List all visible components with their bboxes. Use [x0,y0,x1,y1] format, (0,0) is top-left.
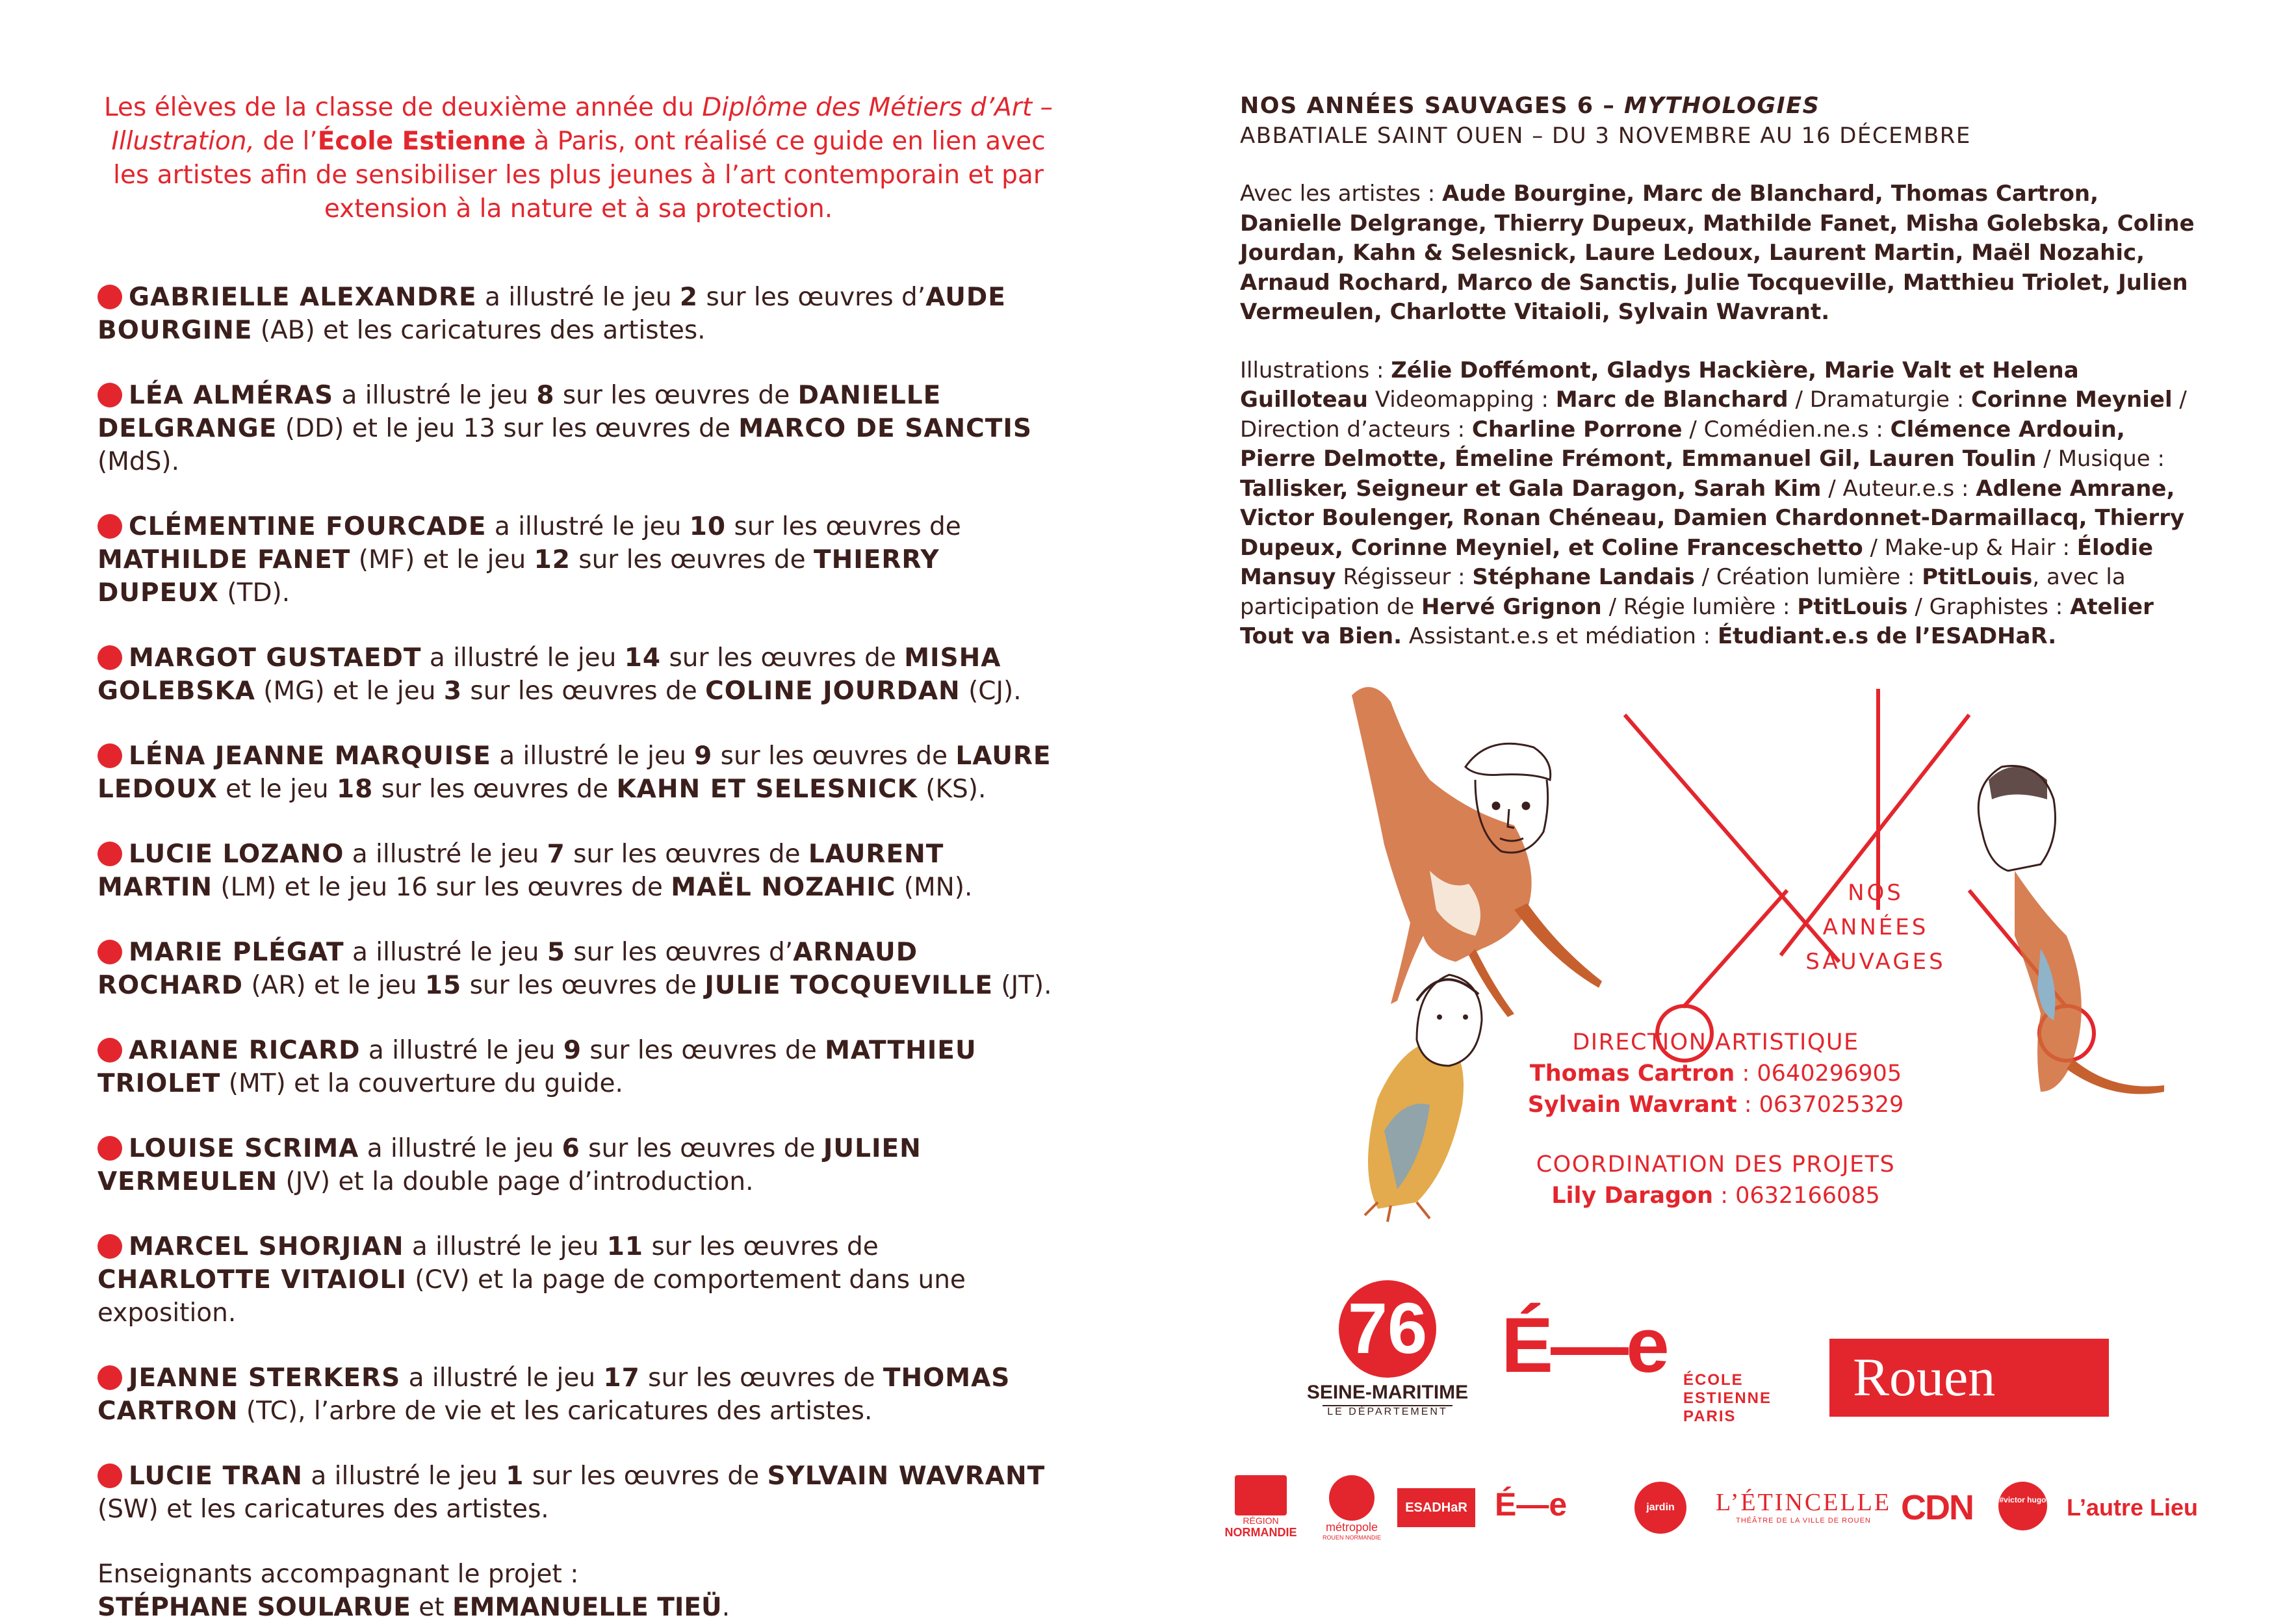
crew-name: Zélie Doffémont, Gladys Hackière, Marie Valt et Helena Guilloteau [1240,357,2079,413]
student-name: GABRIELLE ALEXANDRE [129,283,477,312]
credit-item: LUCIE LOZANO a illustré le jeu 7 sur les œuvres de LAURENT MARTIN (LM) et le jeu 16 sur les œuvres de MAËL NOZAHIC (MN). [97,840,973,902]
bullet-dot-icon [97,1234,122,1259]
student-name: MARCEL SHORJIAN [129,1232,404,1261]
crew-name: Charline Porrone [1471,416,1683,443]
student-name: LÉA ALMÉRAS [129,381,334,410]
crew-name: Stéphane Landais [1472,564,1695,590]
contact-block: DIRECTION ARTISTIQUE Thomas Cartron : 0640296905 Sylvain Wavrant : 0637025329 COORDINATION DES PROJETS Lily Daragon : 0632166085 [1462,1027,1969,1211]
crew-name: Élodie Mansuy [1240,534,2154,590]
jardin-logo: jardin [1634,1482,1686,1534]
bullet-dot-icon [97,1136,122,1161]
credit-item: LUCIE TRAN a illustré le jeu 1 sur les œuvres de SYLVAIN WAVRANT (SW) et les caricatures des artistes. [97,1462,1046,1524]
artist-name: COLINE JOURDAN [705,677,961,706]
direction-label: DIRECTION ARTISTIQUE [1572,1029,1859,1055]
autre-lieu-logo: L’autre Lieu [2067,1494,2199,1521]
coordination-label: COORDINATION DES PROJETS [1536,1152,1896,1178]
emblem-line-3: SAUVAGES [1805,949,1946,975]
crew-name: PtitLouis [1922,564,2033,590]
artist-name: CHARLOTTE VITAIOLI [97,1265,407,1295]
student-name: ARIANE RICARD [129,1036,361,1065]
metropole-logo: métropole ROUEN NORMANDIE [1313,1475,1391,1540]
left-column [97,91,1059,1624]
artist-name: JULIEN VERMEULEN [97,1134,922,1196]
teachers-label: Enseignants accompagnant le projet : [97,1560,579,1589]
crew-name: Tallisker, Seigneur et Gala Daragon, Sarah Kim [1240,475,1822,502]
ecole-estienne-small-logo: É—e [1495,1486,1568,1523]
region-normandie-logo: RÉGION NORMANDIE [1219,1475,1303,1540]
student-name: CLÉMENTINE FOURCADE [129,512,487,541]
student-name: LÉNA JEANNE MARQUISE [129,741,491,771]
exhibition-title: NOS ANNÉES SAUVAGES 6 – MYTHOLOGIES [1240,93,1820,119]
emblem-graphic [1625,689,2094,1061]
bullet-dot-icon [97,1365,122,1390]
credit-item: CLÉMENTINE FOURCADE a illustré le jeu 10 sur les œuvres de MATHILDE FANET (MF) et le jeu 12 sur les œuvres de THIERRY DUPEUX (TD). [97,512,961,608]
artist-name: ARNAUD ROCHARD [97,938,918,1000]
artist-name: JULIE TOCQUEVILLE [704,971,993,1000]
teacher-name: STÉPHANE SOULARUE [97,1593,411,1622]
credit-item: MARIE PLÉGAT a illustré le jeu 5 sur les œuvres d’ARNAUD ROCHARD (AR) et le jeu 15 sur les œuvres de JULIE TOCQUEVILLE (JT). [97,938,1052,1000]
cdn-logo: CDN [1901,1488,1973,1527]
student-name: LUCIE LOZANO [129,840,344,869]
etincelle-logo: L’ÉTINCELLE THÉÂTRE DE LA VILLE DE ROUEN [1716,1489,1892,1525]
student-name: MARGOT GUSTAEDT [129,643,422,673]
exhibition-subtitle: ABBATIALE SAINT OUEN – DU 3 NOVEMBRE AU 16 DÉCEMBRE [1240,123,1971,149]
crew-name: Adlene Amrane, Victor Boulenger, Ronan Chéneau, Damien Chardonnet-Darmaillacq, Thierry Dupeux, Corinne Meyniel, et Coline Franceschetto [1240,475,2185,561]
bullet-dot-icon [97,383,122,407]
ecole-estienne-logo: É—e ÉCOLE ESTIENNE PARIS [1501,1302,1772,1425]
fox-illustration [1352,687,1602,1017]
crew-paragraph: Illustrations : Zélie Doffémont, Gladys Hackière, Marie Valt et Helena Guilloteau Videomapping : Marc de Blanchard / Dramaturgie : Corinne Meyniel / Direction d’acteurs : Charline Porrone / Comédien.ne.s : Clémence Ardouin, Pierre Delmotte, Émeline Frémont, Emmanuel Gil, Lauren Toulin / Musique : Tallisker, Seigneur et Gala Daragon, Sarah Kim / Auteur.e.s : Adlene Amrane, Victor Boulenger, Ronan Chéneau, Damien Chardonnet-Darmaillacq, Thierry Dupeux, Corinne Meyniel, et Coline Franceschetto / Make-up & Hair : Élodie Mansuy Régisseur : Stéphane Landais / Création lumière : PtitLouis, avec la participation de Hervé Grignon / Régie lumière : PtitLouis / Graphistes : Atelier Tout va Bien. Assistant.e.s et médiation : Étudiant.e.s de l’ESADHaR. [1240,357,2187,649]
crew-name: PtitLouis [1797,593,1908,620]
credits-list [97,281,1059,1526]
artist-name: MISHA GOLEBSKA [97,643,1001,706]
bullet-dot-icon [97,940,122,964]
crew-name: Clémence Ardouin, Pierre Delmotte, Émeline Frémont, Emmanuel Gil, Lauren Toulin [1240,416,2125,472]
bullet-dot-icon [97,645,122,670]
crew-name: Étudiant.e.s de l’ESADHaR. [1717,623,2057,649]
crew-name: Corinne Meyniel [1970,387,2173,413]
student-name: LUCIE TRAN [129,1462,303,1491]
artist-name: MATTHIEU TRIOLET [97,1036,977,1098]
intro-paragraph: Les élèves de la classe de deuxième année du Diplôme des Métiers d’Art – Illustration, de l’École Estienne à Paris, ont réalisé ce guide en lien avec les artistes afin de sensibiliser les plus jeunes à l’art contemporain et par extension à la nature et à sa protection. [103,93,1053,224]
bullet-dot-icon [97,514,122,539]
artist-name: LAURENT MARTIN [97,840,944,902]
labo-victor-hugo-logo: #victor hugo [1998,1482,2047,1530]
girl-creature-illustration [1978,766,2164,1094]
emblem-line-2: ANNÉES [1822,914,1929,940]
student-name: LOUISE SCRIMA [129,1134,359,1163]
artist-name: MAËL NOZAHIC [671,873,896,902]
contact-name: Sylvain Wavrant [1527,1092,1737,1118]
artist-name: THIERRY DUPEUX [97,545,940,608]
crew-name: Hervé Grignon [1421,593,1602,620]
artist-name: THOMAS CARTRON [97,1363,1011,1426]
credit-item: GABRIELLE ALEXANDRE a illustré le jeu 2 sur les œuvres d’AUDE BOURGINE (AB) et les caricatures des artistes. [97,283,1006,345]
artist-name: MATHILDE FANET [97,545,351,574]
artist-name: SYLVAIN WAVRANT [767,1462,1046,1491]
credit-item: MARGOT GUSTAEDT a illustré le jeu 14 sur les œuvres de MISHA GOLEBSKA (MG) et le jeu 3 sur les œuvres de COLINE JOURDAN (CJ). [97,643,1022,706]
emblem-line-1: NOS [1848,880,1904,906]
artist-name: KAHN ET SELESNICK [616,775,918,804]
right-column [1240,91,2195,680]
artist-name: AUDE BOURGINE [97,283,1006,345]
artist-name: MARCO DE SANCTIS [738,414,1032,443]
bullet-dot-icon [97,285,122,309]
credit-item: MARCEL SHORJIAN a illustré le jeu 11 sur les œuvres de CHARLOTTE VITAIOLI (CV) et la page de comportement dans une exposition. [97,1232,966,1328]
crew-name: Marc de Blanchard [1555,387,1788,413]
student-name: MARIE PLÉGAT [129,938,344,967]
credit-item: ARIANE RICARD a illustré le jeu 9 sur les œuvres de MATTHIEU TRIOLET (MT) et la couverture du guide. [97,1036,977,1098]
bullet-dot-icon [97,842,122,866]
contact-name: Lily Daragon [1551,1183,1714,1209]
artists-paragraph: Avec les artistes : Aude Bourgine, Marc de Blanchard, Thomas Cartron, Danielle Delgrange, Thierry Dupeux, Mathilde Fanet, Misha Golebska, Coline Jourdan, Kahn & Selesnick, Laure Ledoux, Laurent Martin, Maël Nozahic, Arnaud Rochard, Marco de Sanctis, Julie Tocqueville, Matthieu Triolet, Julien Vermeulen, Charlotte Vitaioli, Sylvain Wavrant. [1240,181,2195,325]
crew-name: Atelier Tout va Bien. [1240,593,2154,649]
esadhar-logo: ESADHaR [1397,1488,1475,1527]
bullet-dot-icon [97,1038,122,1063]
artist-name: LAURE LEDOUX [97,741,1052,804]
credit-item: LOUISE SCRIMA a illustré le jeu 6 sur les œuvres de JULIEN VERMEULEN (JV) et la double page d’introduction. [97,1134,922,1196]
teachers-block: Enseignants accompagnant le projet : STÉPHANE SOULARUE et EMMANUELLE TIEÜ. [97,1558,1059,1624]
credit-item: LÉNA JEANNE MARQUISE a illustré le jeu 9 sur les œuvres de LAURE LEDOUX et le jeu 18 sur les œuvres de KAHN ET SELESNICK (KS). [97,741,1052,804]
artist-name: DANIELLE DELGRANGE [97,381,942,443]
credit-item: LÉA ALMÉRAS a illustré le jeu 8 sur les œuvres de DANIELLE DELGRANGE (DD) et le jeu 13 sur les œuvres de MARCO DE SANCTIS (MdS). [97,381,1032,476]
teacher-name: EMMANUELLE TIEÜ [452,1593,722,1622]
student-name: JEANNE STERKERS [129,1363,401,1393]
bullet-dot-icon [97,743,122,768]
bullet-dot-icon [97,1463,122,1488]
rouen-logo: Rouen [1829,1339,2109,1417]
credit-item: JEANNE STERKERS a illustré le jeu 17 sur les œuvres de THOMAS CARTRON (TC), l’arbre de vie et les caricatures des artistes. [97,1363,1011,1426]
seine-maritime-logo: 76 SEINE-MARITIME LE DÉPARTEMENT [1306,1280,1469,1423]
contact-name: Thomas Cartron [1529,1061,1735,1087]
